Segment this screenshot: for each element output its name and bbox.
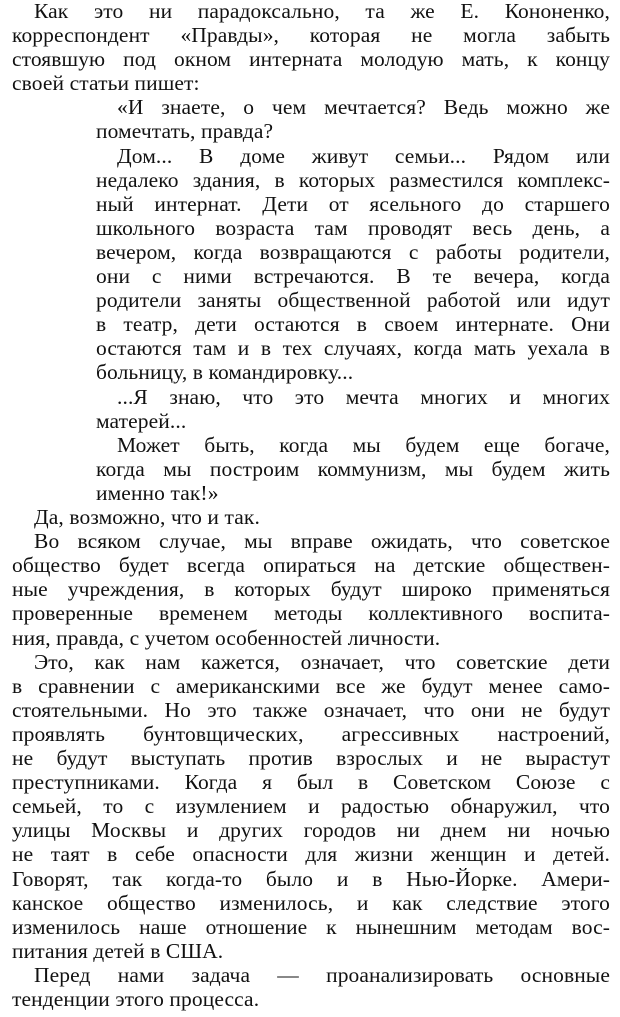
text-line: канское общество изменилось, и как следствие этого <box>12 890 610 915</box>
text-line: семьей, то с изумлением и радостью обнаружил, что <box>12 794 610 819</box>
text-line: не будут выступать против взрослых и не вырастут <box>12 746 610 771</box>
text-line: улицы Москвы и других городов ни днем ни ночью <box>12 818 610 843</box>
text-line: Говорят, так когда-то было и в Нью-Йорке. Амери- <box>12 866 610 891</box>
text-line: Как это ни парадоксально, та же Е. Кононенко, <box>34 0 610 23</box>
text-line: не таят в себе опасности для жизни женщин и детей. <box>12 842 610 867</box>
text-line: корреспондент «Правды», которая не могла забыть <box>12 23 610 48</box>
text-line: тенденции этого процесса. <box>12 987 260 1012</box>
text-line: стоявшую под окном интерната молодую мать, к концу <box>12 47 610 72</box>
text-line: проверенные временем методы коллективного воспита- <box>12 601 610 626</box>
quote-line: Дом... В доме живут семьи... Рядом или <box>117 143 610 168</box>
quote-line: помечтать, правда? <box>96 119 274 144</box>
quote-line: Может быть, когда мы будем еще богаче, <box>117 432 610 457</box>
text-line: Во всяком случае, мы вправе ожидать, что советское <box>34 529 610 554</box>
text-line: Перед нами задача — проанализировать основные <box>34 962 610 987</box>
quote-line: ный интернат. Дети от ясельного до старшего <box>96 191 610 216</box>
quote-line: матерей... <box>96 408 187 433</box>
quote-line: именно так!» <box>96 480 219 505</box>
quote-line: школьного возраста там проводят весь день, а <box>96 215 610 240</box>
quote-line: родители заняты общественной работой или идут <box>96 288 610 313</box>
quote-line: они с ними встречаются. В те вечера, когда <box>96 264 610 289</box>
text-line: изменилось наше отношение к нынешним методам вос- <box>12 914 610 939</box>
text-line: Да, возможно, что и так. <box>34 505 260 530</box>
quote-line: недалеко здания, в которых разместился комплекс- <box>96 167 610 192</box>
quote-line: ...Я знаю, что это мечта многих и многих <box>117 384 610 409</box>
quote-line: вечером, когда возвращаются с работы родители, <box>96 239 610 264</box>
quote-line: в театр, дети остаются в своем интернате. Они <box>96 312 610 337</box>
text-line: питания детей в США. <box>12 938 224 963</box>
text-line: в сравнении с американскими все же будут менее само- <box>12 673 610 698</box>
quote-line: «И знаете, о чем мечтается? Ведь можно же <box>117 95 610 120</box>
text-line: Это, как нам кажется, означает, что советские дети <box>34 649 610 674</box>
text-line: своей статьи пишет: <box>12 71 200 96</box>
text-line: ния, правда, с учетом особенностей личности. <box>12 625 441 650</box>
quote-line: больницу, в командировку... <box>96 360 354 385</box>
text-line: преступниками. Когда я был в Советском Союзе с <box>12 770 610 795</box>
quote-line: остаются там и в тех случаях, когда мать уехала в <box>96 336 610 361</box>
document-page <box>12 0 610 1017</box>
text-line: стоятельными. Но это также означает, что они не будут <box>12 697 610 722</box>
text-line: ные учреждения, в которых будут широко применяться <box>12 577 610 602</box>
text-line: проявлять бунтовщических, агрессивных настроений, <box>12 721 610 746</box>
quote-line: когда мы построим коммунизм, мы будем жить <box>96 456 610 481</box>
text-line: общество будет всегда опираться на детские обществен- <box>12 553 610 578</box>
